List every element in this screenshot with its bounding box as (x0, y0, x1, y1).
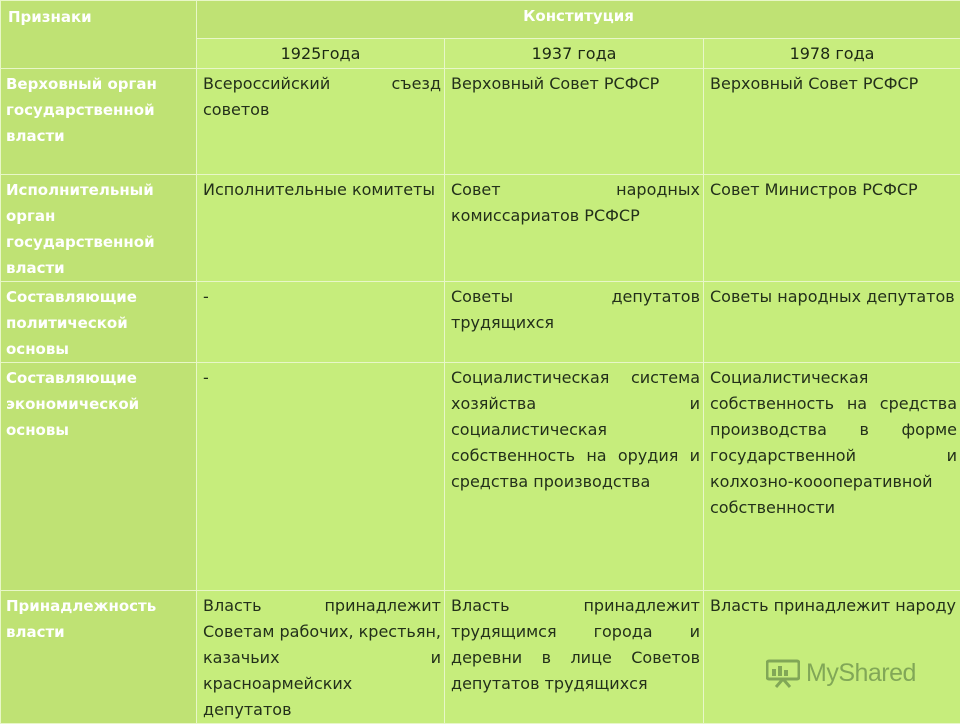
cell-text: Совет Министров РСФСР (710, 175, 957, 203)
cell-text: - (203, 282, 441, 310)
table-cell (197, 282, 445, 363)
row-label-text: Исполнительный орган государственной власти (6, 175, 193, 281)
cell-text: Социалистическая собственность на средства производства в форме государственной и колхозно-коооперативной собственности (710, 363, 957, 521)
year-header-1925: 1925года (197, 39, 445, 69)
cell-text: Советы депутатов трудящихся (451, 282, 700, 336)
table-row (1, 175, 960, 282)
table-cell (197, 175, 445, 282)
table-row (1, 591, 960, 724)
table-cell (445, 175, 704, 282)
table-cell (704, 282, 960, 363)
year-header-1978: 1978 года (704, 39, 960, 69)
cell-text: Совет народных комиссариатов РСФСР (451, 175, 700, 229)
row-label-text: Составляющие экономической основы (6, 363, 193, 443)
row-label (1, 175, 197, 282)
row-label-text: Составляющие политической основы (6, 282, 193, 362)
table-cell (445, 363, 704, 591)
watermark-text: MyShared (806, 659, 916, 688)
cell-text: Верховный Совет РСФСР (451, 69, 700, 97)
presentation-board-icon (766, 658, 800, 688)
cell-text: Социалистическая система хозяйства и социалистическая собственность на орудия и средства производства (451, 363, 700, 495)
cell-text: - (203, 363, 441, 391)
table-row (1, 69, 960, 175)
row-label-text: Принадлежность власти (6, 591, 193, 645)
table-row (1, 363, 960, 591)
table-cell (445, 69, 704, 175)
table-cell (445, 591, 704, 724)
table-cell (704, 363, 960, 591)
cell-text: Власть принадлежит Советам рабочих, крестьян, казачьих и красноармейских депутатов (203, 591, 441, 723)
row-label (1, 591, 197, 724)
table-cell (704, 175, 960, 282)
table-row (1, 282, 960, 363)
myshared-watermark (766, 658, 916, 688)
table-cell (704, 69, 960, 175)
row-label (1, 363, 197, 591)
year-header-1937: 1937 года (445, 39, 704, 69)
row-label (1, 282, 197, 363)
cell-text: Всероссийский съезд советов (203, 69, 441, 123)
table-cell (197, 363, 445, 591)
header-row (1, 1, 960, 39)
cell-text: Власть принадлежит трудящимся города и деревни в лице Советов депутатов трудящихся (451, 591, 700, 697)
row-label-text: Верховный орган государственной власти (6, 69, 193, 149)
row-label (1, 69, 197, 175)
cell-text: Исполнительные комитеты (203, 175, 441, 203)
cell-text: Власть принадлежит народу (710, 591, 957, 619)
constitution-header: Конституция (197, 1, 960, 39)
table-cell (704, 591, 960, 724)
table-cell (445, 282, 704, 363)
cell-text: Советы народных депутатов (710, 282, 957, 310)
table-cell (197, 591, 445, 724)
table-cell (197, 69, 445, 175)
attributes-header: Признаки (1, 1, 197, 69)
cell-text: Верховный Совет РСФСР (710, 69, 957, 97)
